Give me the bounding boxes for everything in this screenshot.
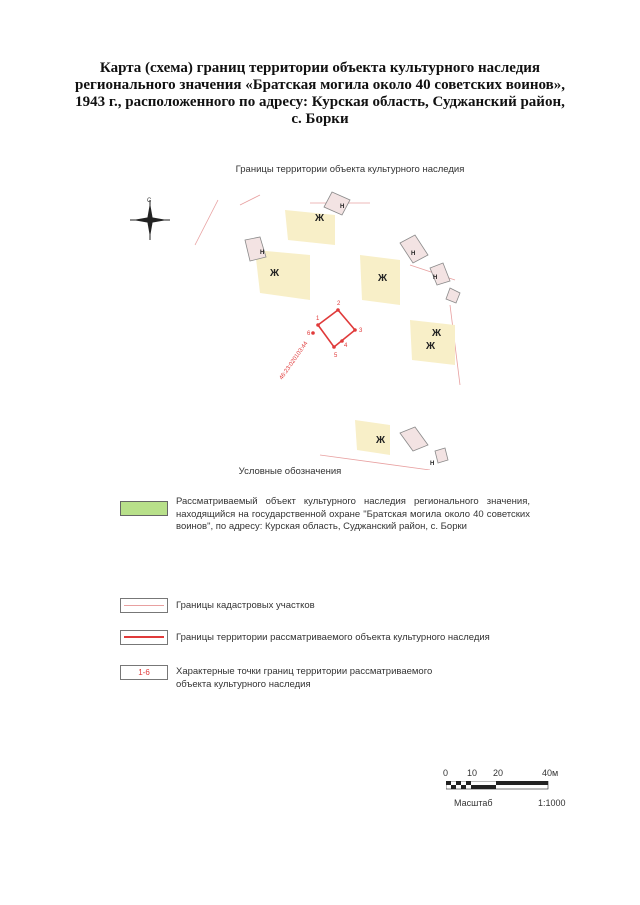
building-label: Н bbox=[411, 251, 416, 257]
building-label: Н bbox=[430, 461, 435, 467]
scale-label: Масштаб bbox=[454, 798, 493, 808]
cadastral-map bbox=[110, 175, 470, 470]
point-label: 2 bbox=[337, 301, 341, 307]
point-label: 1 bbox=[316, 316, 320, 322]
legend-title: Условные обозначения bbox=[238, 466, 342, 477]
legend-boundary-text: Границы территории рассматриваемого объекта культурного наследия bbox=[176, 632, 490, 643]
heritage-object-boundary bbox=[279, 301, 363, 381]
building-label: Н bbox=[340, 204, 345, 210]
scale-bar bbox=[440, 768, 590, 818]
building-label: Ж bbox=[378, 273, 388, 284]
building-label: Ж bbox=[432, 328, 442, 339]
building-label: Н bbox=[433, 275, 438, 281]
cadastral-number: 46:23:020103:44 bbox=[278, 340, 310, 382]
building-label: Ж bbox=[315, 213, 325, 224]
legend-cadastral-swatch bbox=[120, 598, 168, 613]
document-title: Карта (схема) границ территории объекта культурного наследия регионального значения «Братская могила около 40 советских воинов», 1943 г., расположенного по адресу: Курская область, Суджанский район, с. Борки bbox=[75, 60, 565, 127]
scale-bar-graphic bbox=[446, 781, 558, 791]
legend-boundary-swatch bbox=[120, 630, 168, 645]
building-label: Ж bbox=[270, 268, 280, 279]
scale-tick: 40м bbox=[542, 768, 559, 778]
map-title: Границы территории объекта культурного наследия bbox=[235, 164, 465, 175]
point-label: 6 bbox=[307, 331, 311, 337]
legend-cadastral-text: Границы кадастровых участков bbox=[176, 600, 315, 611]
point-label: 3 bbox=[359, 328, 363, 334]
legend-points-text: Характерные точки границ территории рассматриваемого объекта культурного наследия bbox=[176, 666, 433, 690]
legend-object-swatch bbox=[120, 501, 168, 516]
scale-ratio: 1:1000 bbox=[538, 798, 566, 808]
legend-object-text: Рассматриваемый объект культурного наследия регионального значения, находящийся на государственной охране "Братская могила около 40 советских воинов", по адресу: Курская область, Суджанский район, с. Борки bbox=[176, 496, 530, 532]
legend-points-swatch: 1-6 bbox=[120, 665, 168, 680]
point-label: 5 bbox=[334, 353, 338, 359]
scale-tick: 0 bbox=[443, 768, 449, 778]
scale-tick: 20 bbox=[493, 768, 504, 778]
building-label: Ж bbox=[426, 341, 436, 352]
building-label: Ж bbox=[376, 435, 386, 446]
residential-buildings bbox=[255, 210, 455, 455]
point-label: 4 bbox=[344, 343, 348, 349]
building-label: Н bbox=[260, 250, 265, 256]
compass-label: С bbox=[147, 198, 152, 204]
north-arrow-icon bbox=[130, 198, 170, 240]
scale-tick: 10 bbox=[467, 768, 478, 778]
